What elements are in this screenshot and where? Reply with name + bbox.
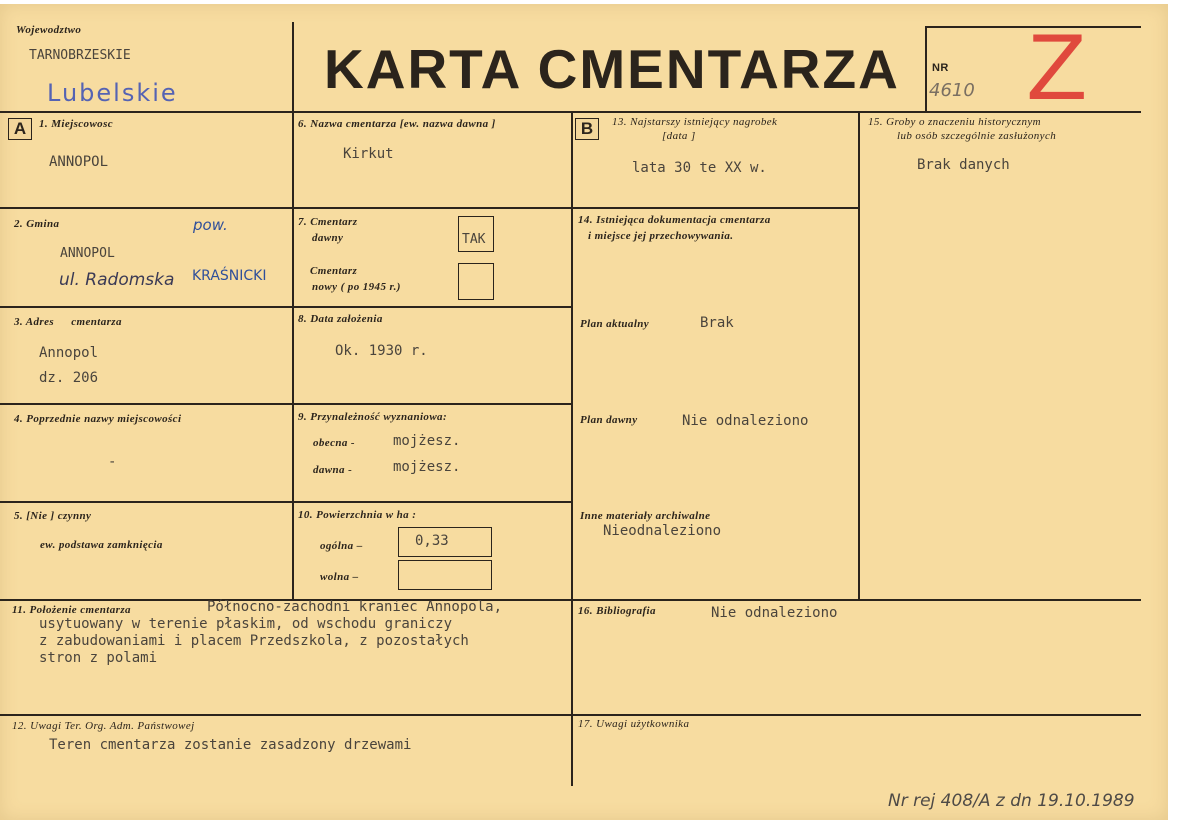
field-14-other-value: Nieodnaleziono bbox=[603, 523, 722, 539]
field-2-label: 2. Gmina bbox=[14, 218, 60, 230]
wojewodztwo-label: Wojewodztwo bbox=[16, 24, 82, 36]
field-13-value: lata 30 te XX w. bbox=[632, 160, 767, 176]
field-15-label: 15. Groby o znaczeniu historycznym bbox=[868, 116, 1041, 128]
field-9-current-label: obecna - bbox=[313, 437, 355, 449]
field-1-label: 1. Miejscowosc bbox=[39, 118, 114, 130]
divider-b-row1 bbox=[571, 207, 858, 209]
field-10-label: 10. Powierzchnia w ha : bbox=[298, 509, 417, 521]
field-7-new-label: Cmentarz bbox=[310, 265, 358, 277]
field-7-sublabel: dawny bbox=[312, 232, 344, 244]
category-letter: Z bbox=[1026, 14, 1087, 119]
divider-row2 bbox=[0, 306, 571, 308]
field-10-total-box bbox=[398, 527, 492, 557]
field-9-former-value: mojżesz. bbox=[393, 459, 461, 475]
field-11-line3: z zabudowaniami i placem Przedszkola, z pozostałych bbox=[39, 633, 469, 649]
field-17-label: 17. Uwagi użytkownika bbox=[578, 718, 690, 730]
field-3-label-word: cmentarza bbox=[71, 316, 122, 328]
field-1-value: ANNOPOL bbox=[49, 154, 109, 170]
field-2-hand-pow: pow. bbox=[193, 216, 228, 234]
field-10-free-box bbox=[398, 560, 492, 590]
field-11-label: 11. Położenie cmentarza bbox=[12, 604, 131, 616]
field-7-new-checkbox bbox=[458, 263, 494, 300]
section-a-box: A bbox=[8, 118, 32, 140]
field-14-other-label: Inne materiały archiwalne bbox=[580, 510, 711, 522]
field-14-plan-former-value: Nie odnaleziono bbox=[682, 413, 809, 429]
card-title: KARTA CMENTARZA bbox=[324, 38, 900, 100]
nr-value: 4610 bbox=[929, 80, 975, 101]
field-7-old-checkbox bbox=[458, 216, 494, 252]
field-3-label-num: 3. Adres bbox=[14, 316, 55, 328]
field-2-value: ANNOPOL bbox=[60, 246, 115, 261]
registration-note: Nr rej 408/A z dn 19.10.1989 bbox=[888, 791, 1135, 811]
field-16-value: Nie odnaleziono bbox=[711, 605, 838, 621]
field-3-line1: Annopol bbox=[39, 345, 99, 361]
field-14-plan-current-value: Brak bbox=[700, 315, 734, 331]
field-10-free-label: wolna – bbox=[320, 571, 359, 583]
field-3-line2: dz. 206 bbox=[39, 370, 99, 386]
divider-nr-box bbox=[925, 26, 927, 111]
field-7-checkbox-value: TAK bbox=[462, 232, 486, 247]
field-13-label: 13. Najstarszy istniejący nagrobek bbox=[612, 116, 778, 128]
field-8-value: Ok. 1930 r. bbox=[335, 343, 428, 359]
field-2-hand-street: ul. Radomska bbox=[59, 270, 175, 290]
field-14-plan-former-label: Plan dawny bbox=[580, 414, 638, 426]
field-5-label: 5. [Nie ] czynny bbox=[14, 510, 92, 522]
divider-header-left bbox=[292, 22, 294, 111]
field-6-value: Kirkut bbox=[343, 146, 394, 162]
field-2-hand-county: KRAŚNICKI bbox=[192, 268, 267, 284]
field-9-former-label: dawna - bbox=[313, 464, 353, 476]
wojewodztwo-stamp: Lubelskie bbox=[47, 79, 178, 107]
field-5-sublabel: ew. podstawa zamknięcia bbox=[40, 539, 163, 551]
divider-row1 bbox=[0, 207, 571, 209]
field-7-label: 7. Cmentarz bbox=[298, 216, 358, 228]
field-13-sublabel: [data ] bbox=[662, 130, 696, 142]
field-10-total-value: 0,33 bbox=[415, 533, 449, 549]
section-b-box: B bbox=[575, 118, 599, 140]
field-11-line4: stron z polami bbox=[39, 650, 158, 666]
nr-label: NR bbox=[932, 62, 949, 74]
field-8-label: 8. Data założenia bbox=[298, 313, 383, 325]
cemetery-card bbox=[0, 4, 1168, 820]
field-9-label: 9. Przynależność wyznaniowa: bbox=[298, 411, 448, 423]
field-10-total-label: ogólna – bbox=[320, 540, 363, 552]
field-15-value: Brak danych bbox=[917, 157, 1010, 173]
field-16-label: 16. Bibliografia bbox=[578, 605, 656, 617]
field-14-label: 14. Istniejąca dokumentacja cmentarza bbox=[578, 214, 771, 226]
field-3-label bbox=[14, 316, 122, 328]
divider-row6 bbox=[0, 714, 1141, 716]
field-7-new-sublabel: nowy ( po 1945 r.) bbox=[312, 281, 401, 293]
divider-col1 bbox=[292, 111, 294, 599]
divider-col2 bbox=[571, 111, 573, 786]
divider-row5 bbox=[0, 599, 1141, 601]
field-9-current-value: mojżesz. bbox=[393, 433, 461, 449]
field-4-value: - bbox=[108, 454, 117, 470]
wojewodztwo-value: TARNOBRZESKIE bbox=[29, 48, 131, 63]
field-4-label: 4. Poprzednie nazwy miejscowości bbox=[14, 413, 182, 425]
field-12-value: Teren cmentarza zostanie zasadzony drzewami bbox=[49, 737, 412, 753]
field-14-plan-current-label: Plan aktualny bbox=[580, 318, 650, 330]
field-15-sublabel: lub osób szczególnie zasłużonych bbox=[897, 130, 1057, 142]
field-6-label: 6. Nazwa cmentarza [ew. nazwa dawna ] bbox=[298, 118, 496, 130]
divider-row3 bbox=[0, 403, 571, 405]
divider-col3 bbox=[858, 111, 860, 599]
divider-row4 bbox=[0, 501, 571, 503]
field-11-line2: usytuowany w terenie płaskim, od wschodu graniczy bbox=[39, 616, 453, 632]
field-11-line1: Północno-zachodni kraniec Annopola, bbox=[207, 599, 503, 615]
field-12-label: 12. Uwagi Ter. Org. Adm. Państwowej bbox=[12, 720, 195, 732]
field-14-sublabel: i miejsce jej przechowywania. bbox=[588, 230, 734, 242]
